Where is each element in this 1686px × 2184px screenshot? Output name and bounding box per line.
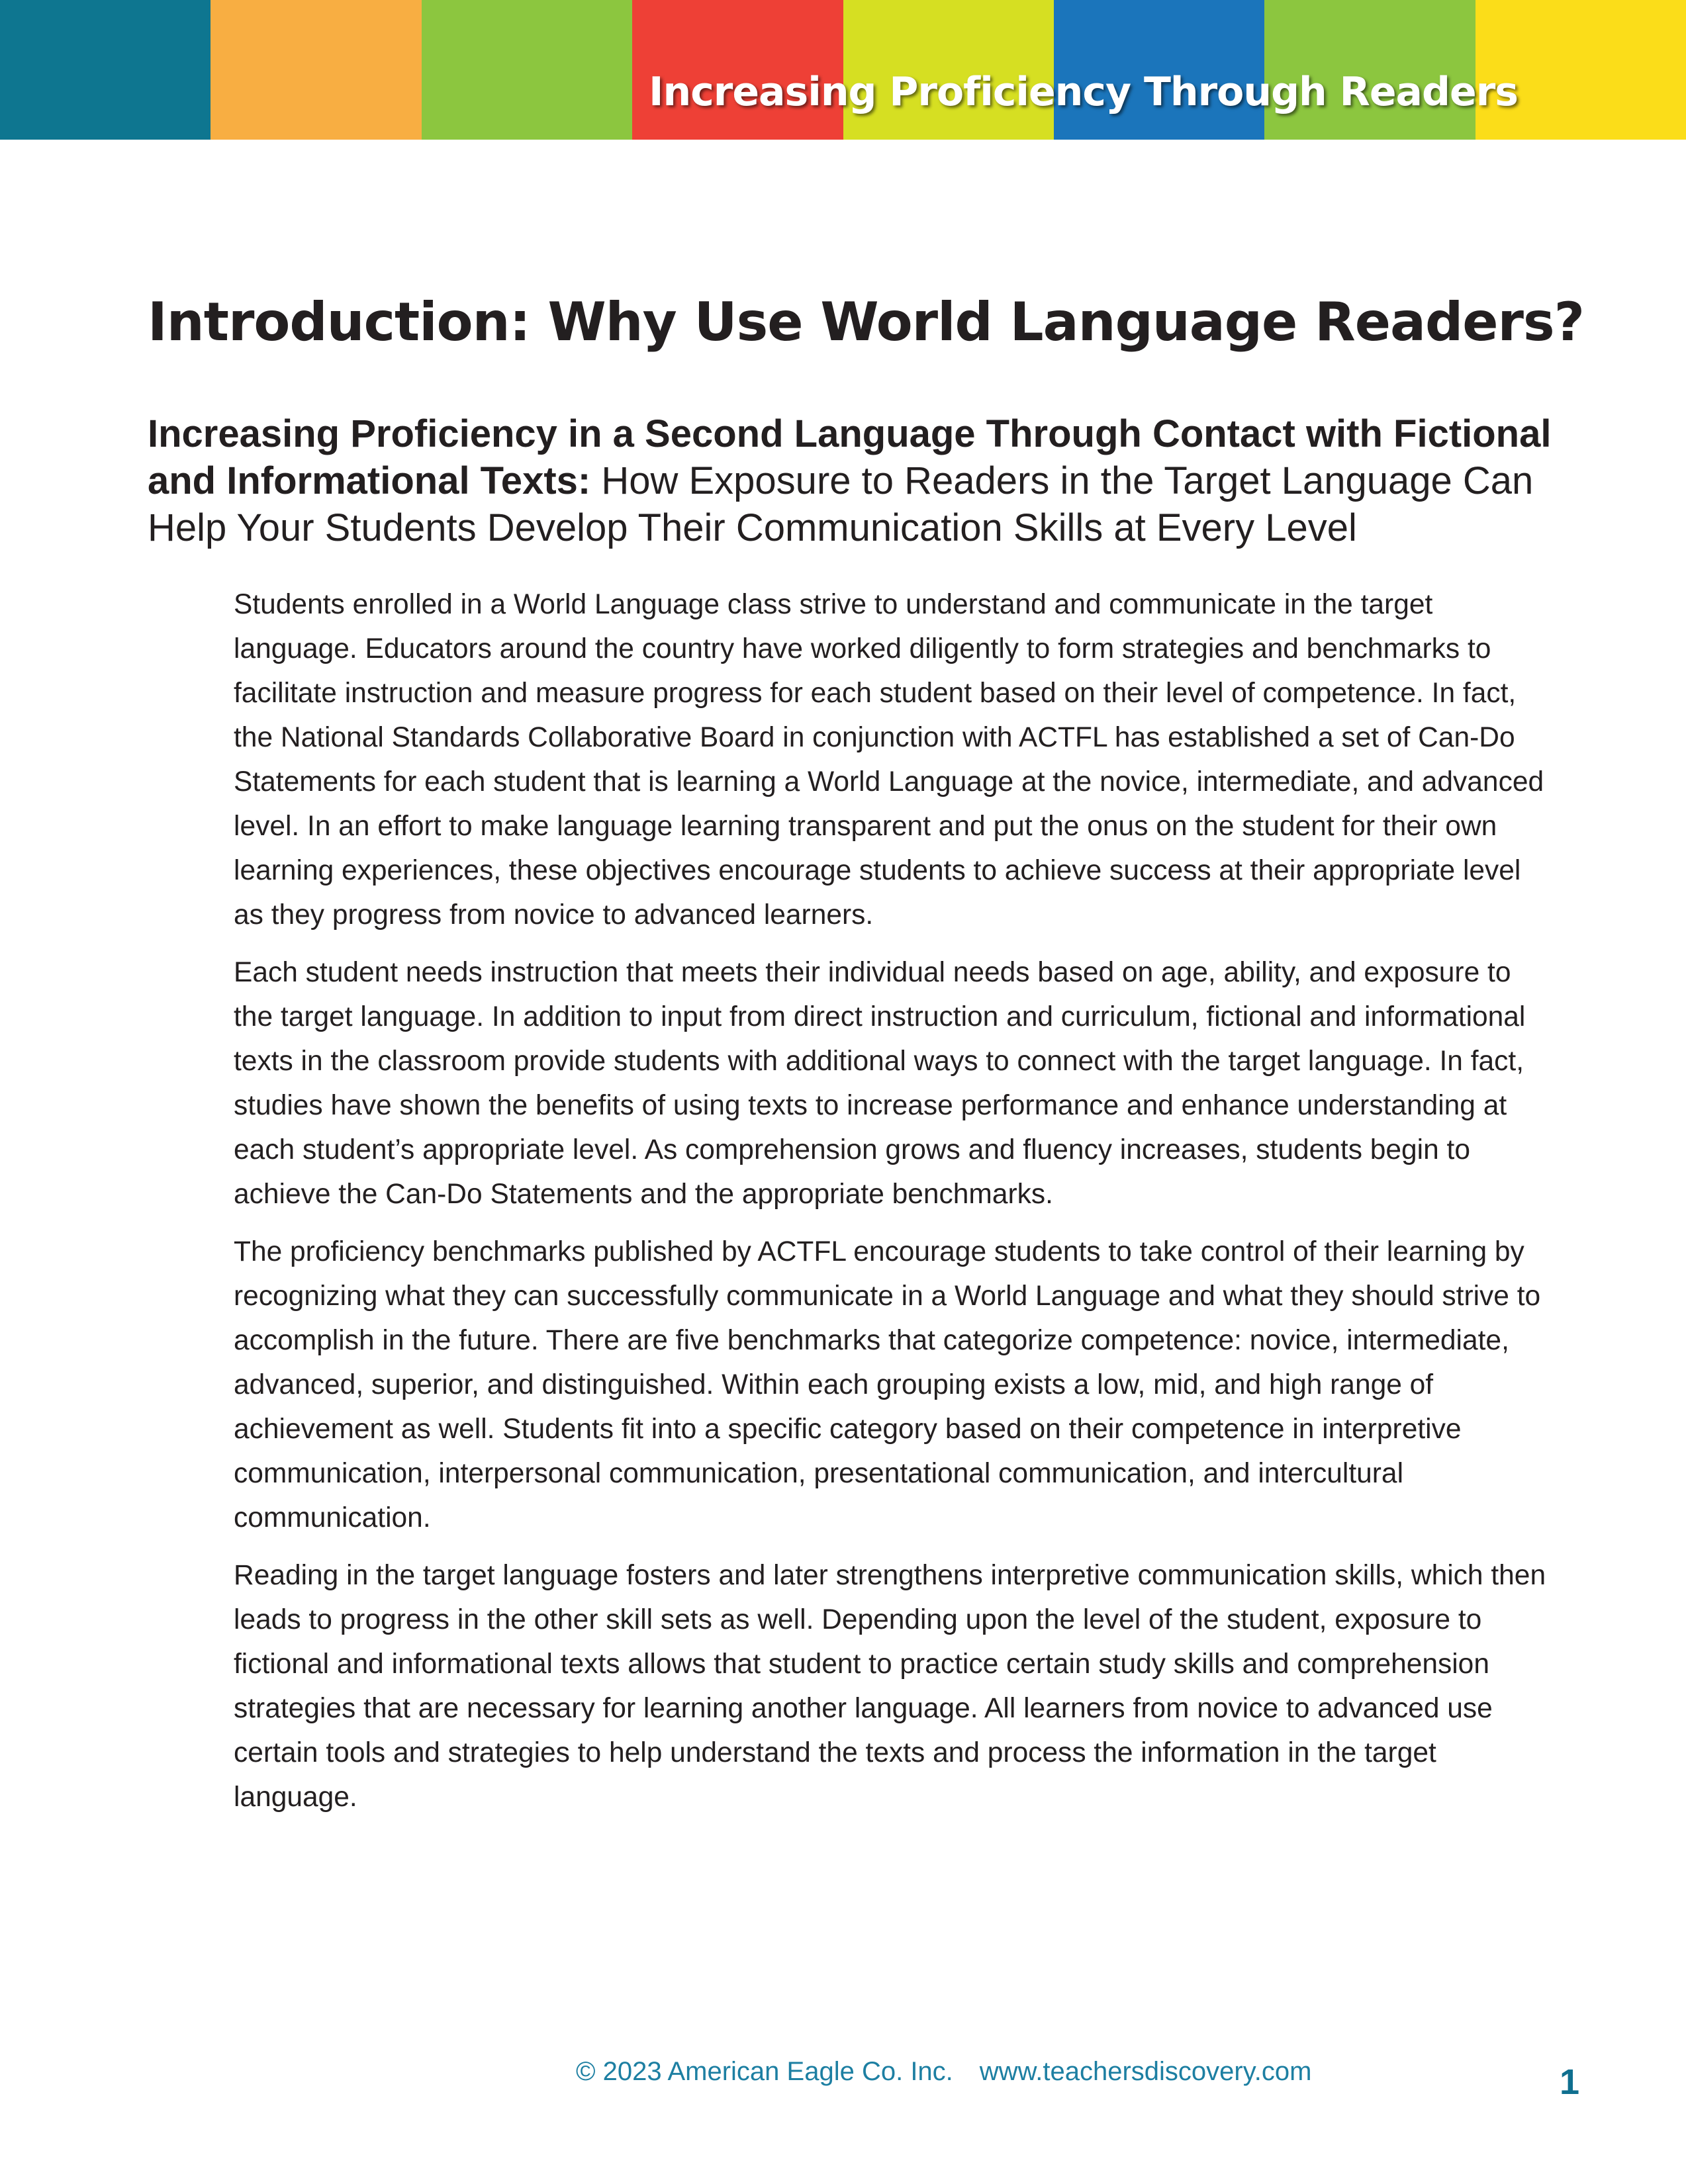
- subtitle-light: How Exposure to Readers in the Target Language Can Help Your Students Develop Their Communication Skills at Every Level: [148, 459, 1534, 549]
- subtitle-bold: Increasing Proficiency in a Second Language Through Contact with Fictional and Informational Texts:: [148, 412, 1552, 502]
- footer-copyright: © 2023 American Eagle Co. Inc.: [576, 2057, 953, 2086]
- page-number: 1: [1560, 2062, 1580, 2102]
- subtitle: [148, 410, 1564, 551]
- page-title: Introduction: Why Use World Language Readers?: [148, 291, 1584, 353]
- band-segment-green: [422, 0, 632, 140]
- paragraph-2: Each student needs instruction that meets their individual needs based on age, ability, and exposure to the target language. In addition to input from direct instruction and curriculum, fictional and informational texts in the classroom provide students with additional ways to connect with the target language. In fact, studies have shown the benefits of using texts to increase performance and enhance understanding at each student’s appropriate level. As comprehension grows and fluency increases, students begin to achieve the Can-Do Statements and the appropriate benchmarks.: [234, 957, 1526, 1210]
- footer: [576, 2057, 1311, 2087]
- paragraph-3: The proficiency benchmarks published by ACTFL encourage students to take control of their learning by recognizing what they can successfully communicate in a World Language and what they should strive to accomplish in the future. There are five benchmarks that categorize competence: novice, intermediate, advanced, superior, and distinguished. Within each grouping exists a low, mid, and high range of achievement as well. Students fit into a specific category based on their competence in interpretive communication, interpersonal communication, presentational communication, and intercultural communication.: [234, 1236, 1541, 1533]
- paragraph-4: Reading in the target language fosters and later strengthens interpretive communication skills, which then leads to progress in the other skill sets as well. Depending upon the level of the student, exposure to fictional and informational texts allows that student to practice certain study skills and comprehension strategies that are necessary for learning another language. All learners from novice to advanced use certain tools and strategies to help understand the texts and process the information in the target language.: [234, 1560, 1546, 1813]
- body-text: [234, 582, 1558, 1833]
- header-title: Increasing Proficiency Through Readers: [649, 69, 1518, 115]
- band-segment-teal: [0, 0, 211, 140]
- footer-website-link[interactable]: www.teachersdiscovery.com: [979, 2057, 1312, 2086]
- band-segment-orange: [211, 0, 421, 140]
- paragraph-1: Students enrolled in a World Language class strive to understand and communicate in the target language. Educators around the country have worked diligently to form strategies and benchmarks to facilitate instruction and measure progress for each student based on their level of competence. In fact, the National Standards Collaborative Board in conjunction with ACTFL has established a set of Can-Do Statements for each student that is learning a World Language at the novice, intermediate, and advanced level. In an effort to make language learning transparent and put the onus on the student for their own learning experiences, these objectives encourage students to achieve success at their appropriate level as they progress from novice to advanced learners.: [234, 589, 1544, 931]
